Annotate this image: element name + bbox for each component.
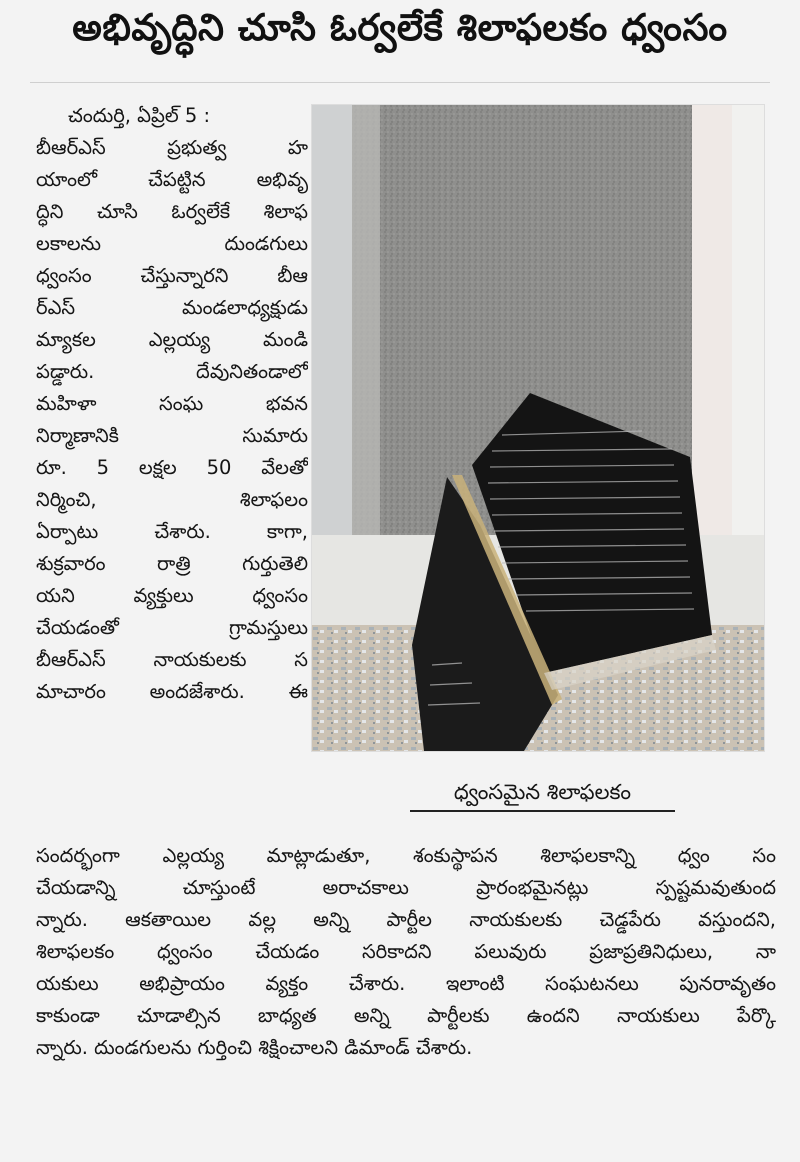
wide-line: న్నారు. ఆకతాయిల వల్ల అన్ని పార్టీల నాయకులకు చెడ్డపేరు వస్తుందని, bbox=[36, 908, 776, 931]
column-line: నిర్మాణానికి సుమారు bbox=[36, 424, 308, 447]
broken-plaque-photo bbox=[312, 105, 764, 751]
headline: అభివృద్ధిని చూసి ఓర్వలేకే శిలాఫలకం ధ్వంసం bbox=[72, 6, 728, 49]
column-line: రూ. 5 లక్షల 50 వేలతో bbox=[36, 456, 308, 479]
column-line: ర్ఎస్ మండలాధ్యక్షుడు bbox=[36, 296, 308, 319]
column-line: ధ్వంసం చేస్తున్నారని బీఆ bbox=[36, 264, 308, 287]
column-line: మహిళా సంఘ భవన bbox=[36, 392, 308, 415]
column-line: ద్ధిని చూసి ఓర్వలేకే శిలాఫ bbox=[36, 200, 308, 223]
column-line: చందుర్తి, ఏప్రిల్ 5 : bbox=[68, 104, 211, 127]
photo-caption: ధ్వంసమైన శిలాఫలకం bbox=[410, 776, 675, 812]
column-line: యని వ్యక్తులు ధ్వంసం bbox=[36, 584, 308, 607]
wide-line: కాకుండా చూడాల్సిన బాధ్యత అన్ని పార్టీలకు ఉందని నాయకులు పేర్కొ bbox=[36, 1004, 776, 1027]
column-line: యాంలో చేపట్టిన అభివృ bbox=[36, 168, 308, 191]
column-line: శుక్రవారం రాత్రి గుర్తుతెలి bbox=[36, 552, 308, 575]
wide-line: శిలాఫలకం ధ్వంసం చేయడం సరికాదని పలువురు ప్రజాప్రతినిధులు, నా bbox=[36, 940, 776, 963]
column-line: మ్యాకల ఎల్లయ్య మండి bbox=[36, 328, 308, 351]
column-line: లకాలను దుండగులు bbox=[36, 232, 308, 255]
news-photo bbox=[311, 104, 765, 752]
column-line: బీఆర్ఎస్ ప్రభుత్వ హ bbox=[36, 136, 308, 159]
column-line: మాచారం అందజేశారు. ఈ bbox=[36, 680, 308, 703]
wide-line: చేయడాన్ని చూస్తుంటే అరాచకాలు ప్రారంభమైనట్లు స్పష్టమవుతుంద bbox=[36, 876, 776, 899]
wide-line: సందర్భంగా ఎల్లయ్య మాట్లాడుతూ, శంకుస్థాపన శిలాఫలకాన్ని ధ్వం సం bbox=[36, 844, 776, 867]
column-line: బీఆర్ఎస్ నాయకులకు స bbox=[36, 648, 308, 671]
column-line: నిర్మించి, శిలాఫలం bbox=[36, 488, 308, 511]
wide-line: యకులు అభిప్రాయం వ్యక్తం చేశారు. ఇలాంటి సంఘటనలు పునరావృతం bbox=[36, 972, 776, 995]
wide-line: న్నారు. దుండగులను గుర్తించి శిక్షించాలని డిమాండ్ చేశారు. bbox=[36, 1036, 473, 1059]
column-line: పడ్డారు. దేవునితండాలో bbox=[36, 360, 308, 383]
headline-divider bbox=[30, 82, 770, 83]
column-line: చేయడంతో గ్రామస్తులు bbox=[36, 616, 308, 639]
column-line: ఏర్పాటు చేశారు. కాగా, bbox=[36, 520, 308, 543]
